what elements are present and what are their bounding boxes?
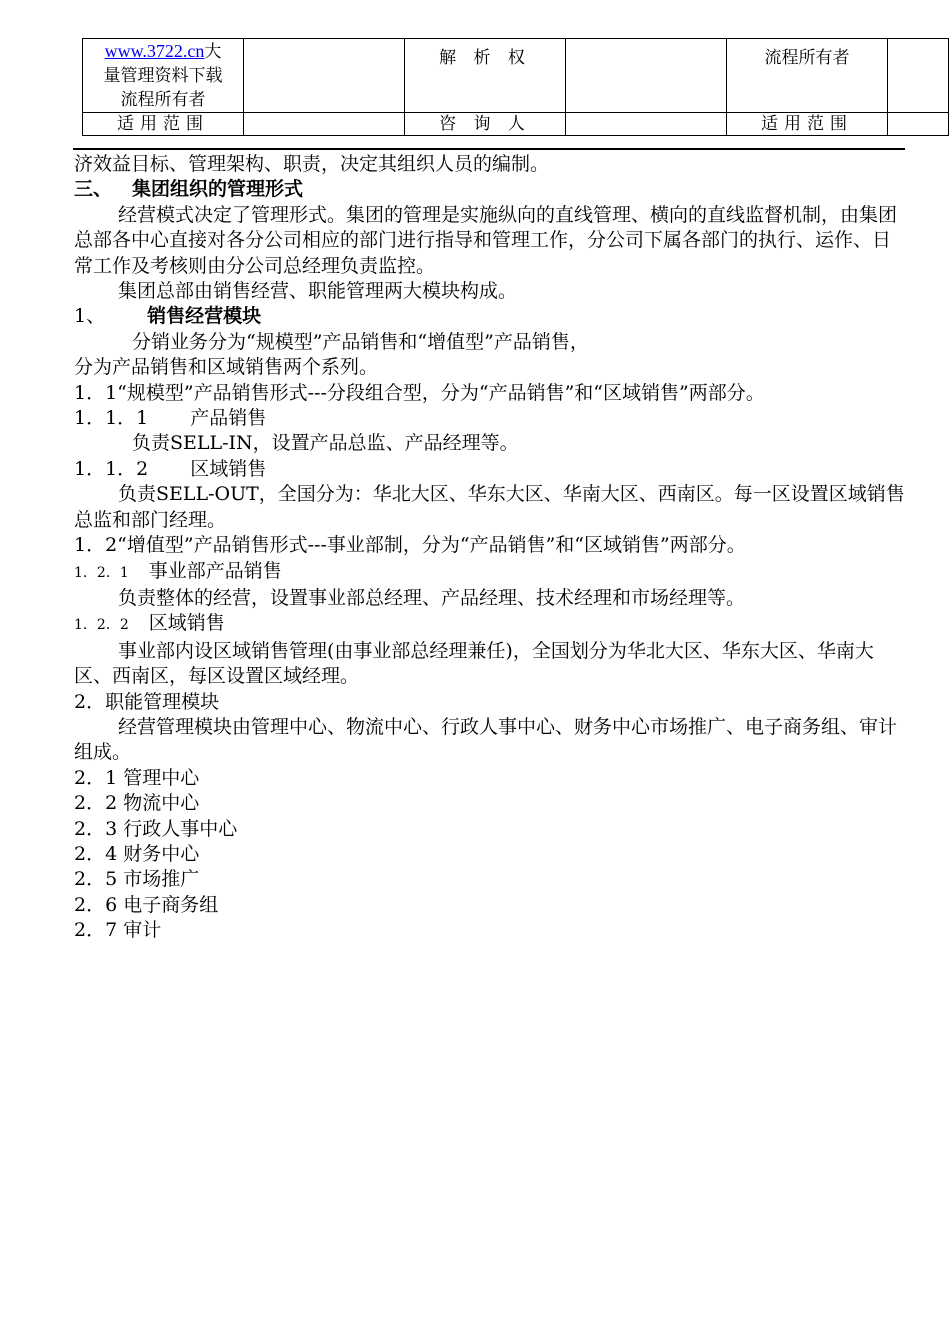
heading-number: 1．1．1 [74,407,149,430]
heading-number: 1、 [74,305,106,328]
paragraph: 集团总部由销售经营、职能管理两大模块构成。 [118,280,518,303]
heading-number: 1．2．1 [74,564,129,581]
consult-label-cell [405,113,566,136]
owner-label-cell [727,39,888,113]
paragraph: 负责整体的经营，设置事业部总经理、产品经理、技术经理和市场经理等。 [118,586,746,609]
heading-title: 销售经营模块 [147,305,262,328]
list-item: 2．1 管理中心 [74,766,200,789]
scope-label-2: 适用范围 [761,114,853,134]
consult-label: 咨 询 人 [439,114,531,134]
subsection-heading [74,611,906,638]
heading-title: 集团组织的管理形式 [132,178,304,201]
paragraph: 事业部内设区域销售管理(由事业部总经理兼任)，全国划分为华北大区、华东大区、华南大区、西南区，每区设置区域经理。 [74,639,874,688]
heading-title: 事业部产品销售 [148,559,282,582]
section-heading-2: 2．职能管理模块 [74,690,220,713]
analysis-label-cell [405,39,566,113]
header-divider [73,148,905,150]
list-item: 2．7 审计 [74,919,162,942]
paragraph: 济效益目标、管理架构、职责，决定其组织人员的编制。 [74,153,550,175]
paragraph: 1．1“规模型”产品销售形式---分段组合型，分为“产品销售”和“区域销售”两部分。 [74,381,765,404]
paragraph: 负责SELL-IN，设置产品总监、产品经理等。 [132,432,519,455]
heading-title: 区域销售 [148,612,225,635]
scope-value2-cell [888,113,949,136]
scope-label: 适用范围 [117,114,209,134]
owner-label: 流程所有者 [764,48,850,68]
header-table [82,38,949,136]
brand-value-cell [244,39,405,113]
brand-suffix: 大 [204,42,222,62]
heading-title: 产品销售 [190,407,267,430]
heading-number: 1．1．2 [74,457,149,480]
owner-value-cell [888,39,949,113]
analysis-label: 解 析 权 [439,48,531,68]
consult-value-cell [566,113,727,136]
paragraph: 经营管理模块由管理中心、物流中心、行政人事中心、财务中心市场推广、电子商务组、审计组成。 [74,715,898,764]
subsection-heading [74,406,906,431]
list-item: 2．2 物流中心 [74,792,200,815]
analysis-value-cell [566,39,727,113]
scope-label2-cell [727,113,888,136]
section-heading-1 [74,304,906,329]
section-heading-3 [74,177,906,202]
subsection-heading [74,457,906,482]
paragraph: 负责SELL-OUT，全国分为：华北大区、华东大区、华南大区、西南区。每一区设置区域销售总监和部门经理。 [74,483,905,531]
list-item: 2．3 行政人事中心 [74,817,238,840]
site-link[interactable]: www.3722.cn [104,41,205,61]
paragraph: 分销业务分为“规模型”产品销售和“增值型”产品销售， [132,330,589,353]
document-body [74,152,906,944]
brand-line2: 量管理资料下载 [103,66,223,86]
list-item: 2．6 电子商务组 [74,893,219,916]
paragraph: 经营模式决定了管理形式。集团的管理是实施纵向的直线管理、横向的直线监督机制，由集团总部各中心直接对各分公司相应的部门进行指导和管理工作，分公司下属各部门的执行、运作、日常工作及考核则由分公司总经理负责监控。 [74,203,898,277]
paragraph: 分为产品销售和区域销售两个系列。 [74,356,379,379]
brand-line3: 流程所有者 [120,90,206,110]
heading-number: 三、 [74,178,113,201]
list-item: 2．5 市场推广 [74,868,200,891]
list-item: 2．4 财务中心 [74,842,200,865]
paragraph: 1．2“增值型”产品销售形式---事业部制，分为“产品销售”和“区域销售”两部分。 [74,534,746,557]
scope-label-cell [83,113,244,136]
heading-number: 1．2．2 [74,617,129,634]
scope-value-cell [244,113,405,136]
heading-title: 区域销售 [190,457,267,480]
subsection-heading [74,559,906,586]
brand-cell [83,39,244,113]
